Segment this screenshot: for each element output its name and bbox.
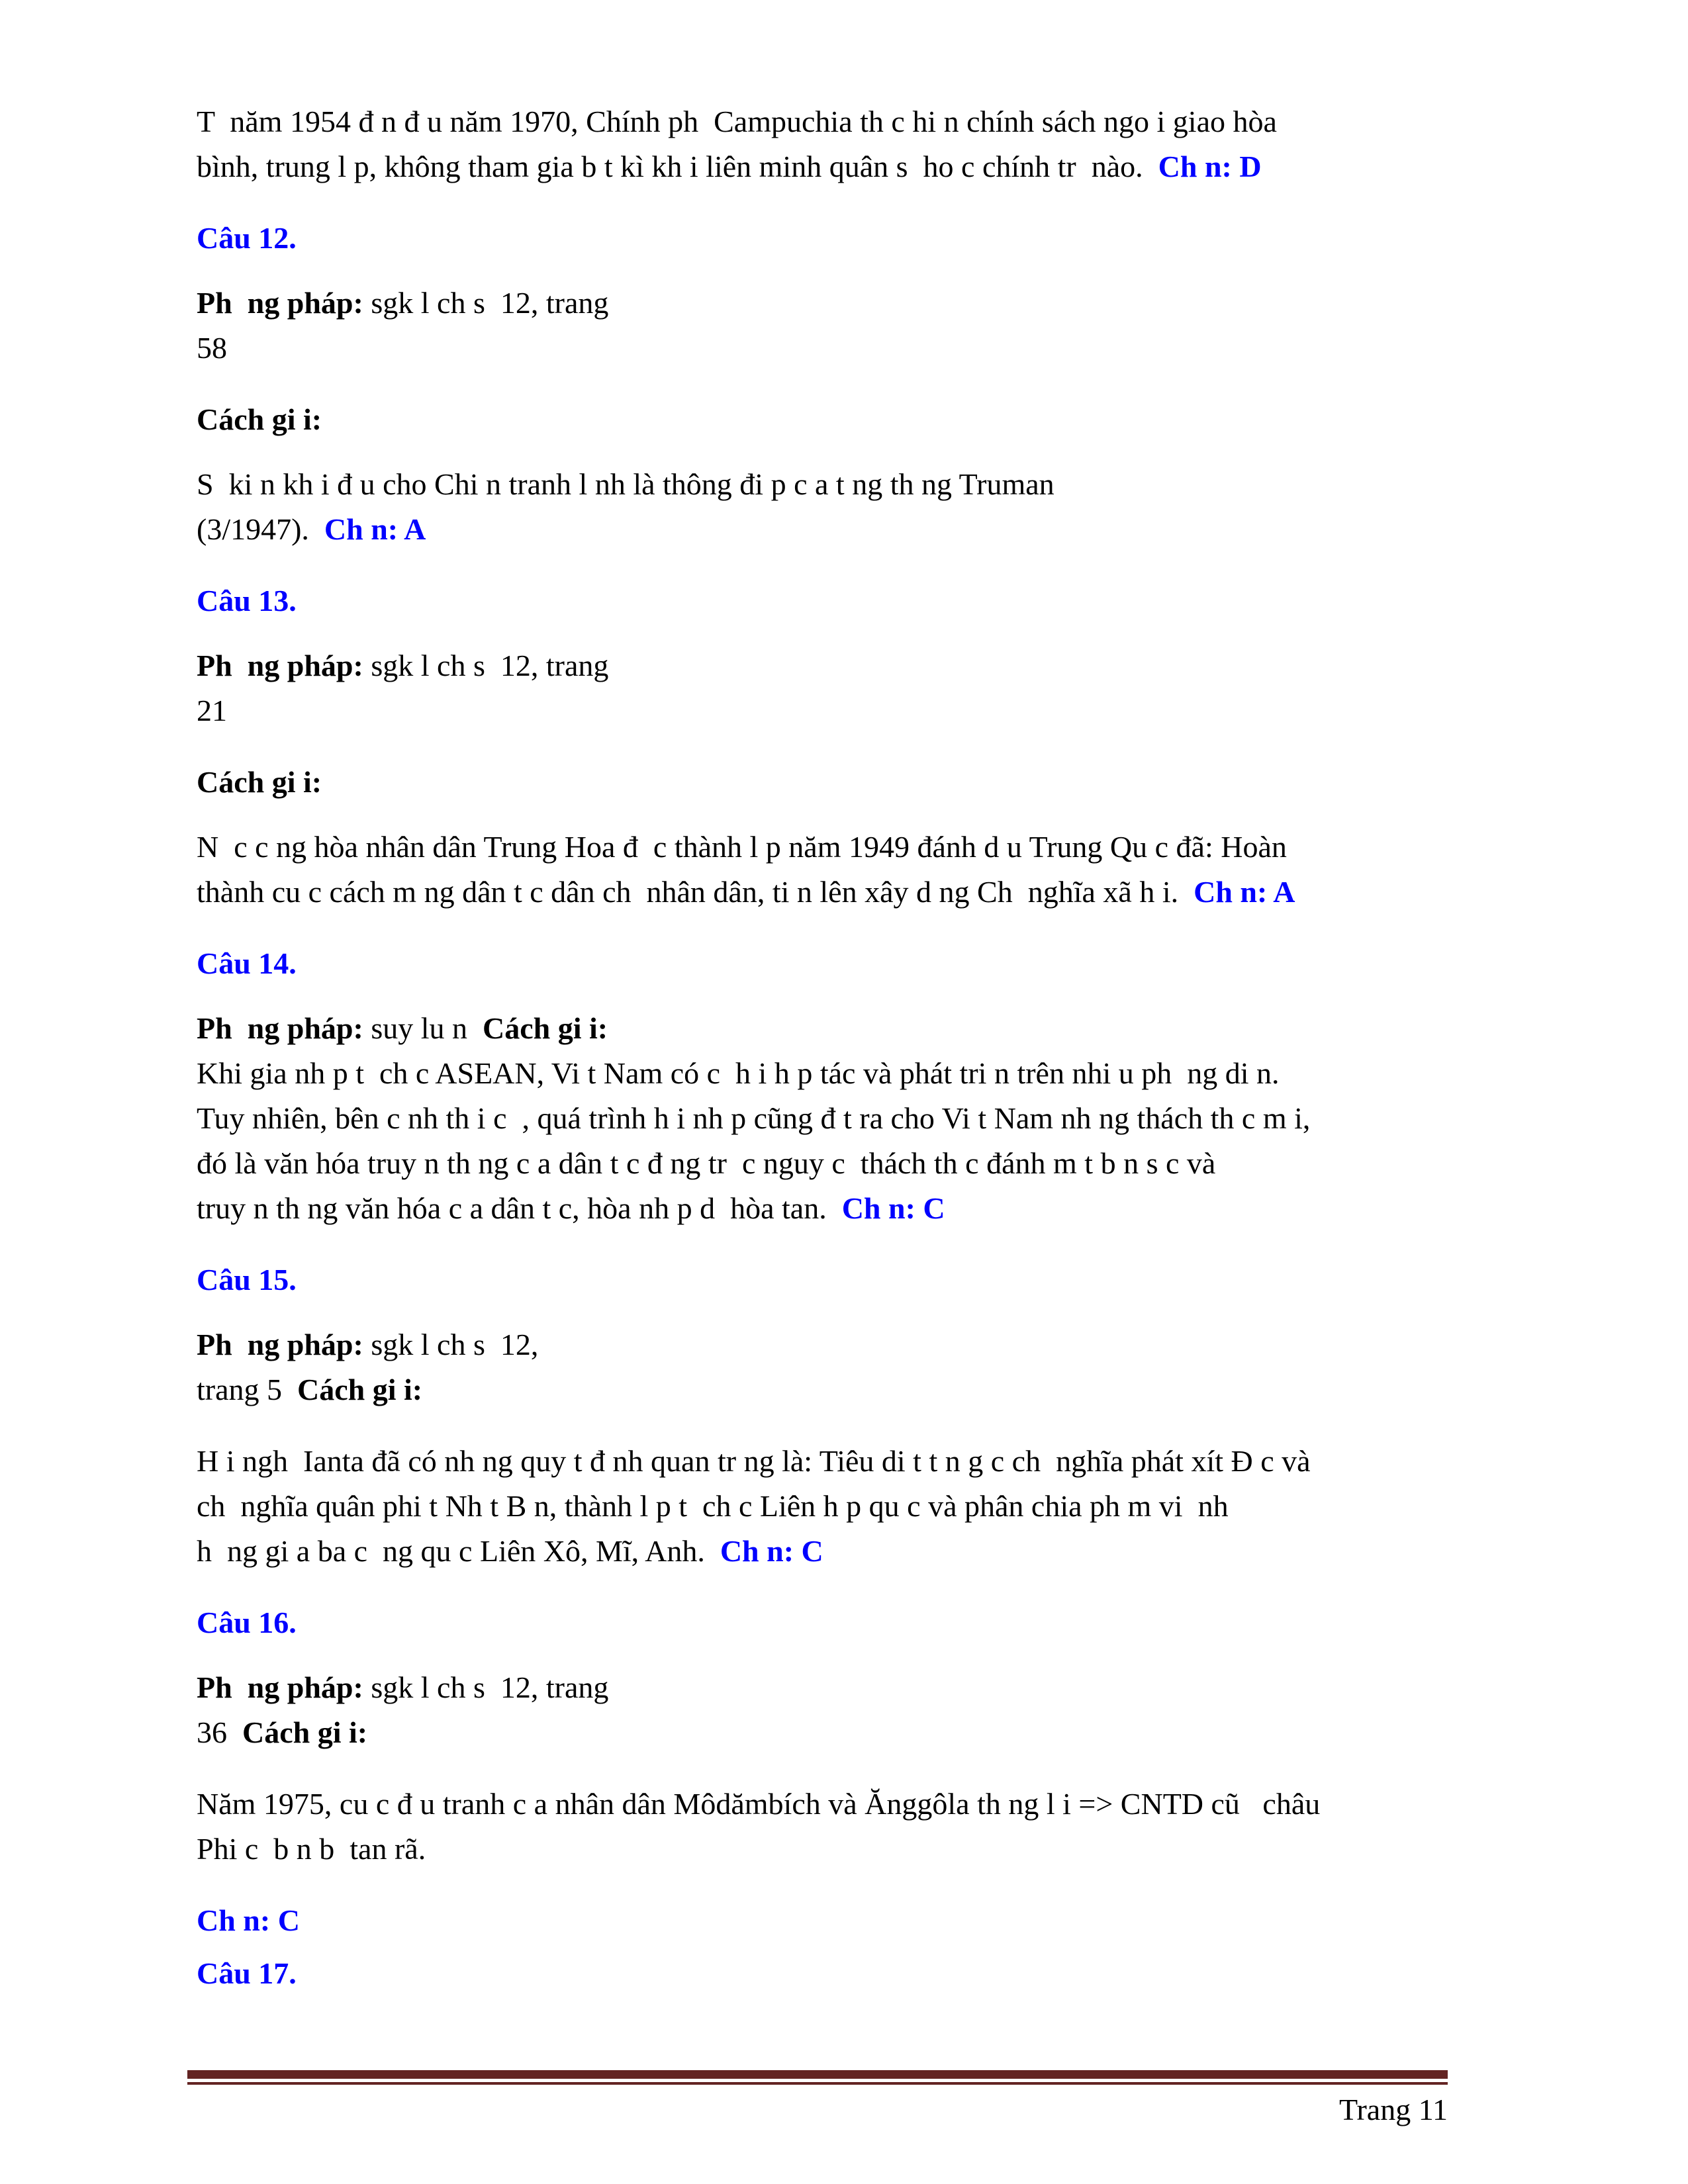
block-method bbox=[197, 643, 1494, 733]
question-label: Câu 14. bbox=[197, 946, 297, 980]
text-line bbox=[197, 1367, 1494, 1412]
text-line bbox=[197, 1827, 1494, 1872]
text-run: sgk l ch s 12, trang bbox=[363, 649, 609, 682]
block-question bbox=[197, 1600, 1494, 1645]
text-run: sgk l ch s 12, bbox=[363, 1328, 539, 1361]
text-line bbox=[197, 578, 1494, 623]
text-line bbox=[197, 941, 1494, 986]
question-label: Câu 15. bbox=[197, 1263, 297, 1297]
text-line bbox=[197, 1051, 1494, 1096]
block-solution bbox=[197, 760, 1494, 805]
question-label: Câu 16. bbox=[197, 1606, 297, 1639]
text-run: thành cu c cách m ng dân t c dân ch nhân dân, ti n lên xây d ng Ch nghĩa xã h i. bbox=[197, 875, 1194, 909]
question-label: Câu 12. bbox=[197, 221, 297, 255]
page-footer bbox=[187, 2070, 1448, 2127]
text-line bbox=[197, 1665, 1494, 1710]
answer-choice: Ch n: C bbox=[841, 1191, 945, 1225]
text-run: Năm 1975, cu c đ u tranh c a nhân dân Môdămbích và Ănggôla th ng l i => CNTD cũ châu bbox=[197, 1787, 1321, 1821]
footer-rule-thick bbox=[187, 2070, 1448, 2079]
bold-label: Cách gi i: bbox=[297, 1373, 423, 1406]
text-run: H i ngh Ianta đã có nh ng quy t đ nh quan tr ng là: Tiêu di t t n g c ch nghĩa phát xít Đ c và bbox=[197, 1444, 1311, 1478]
text-run: Phi c b n b tan rã. bbox=[197, 1832, 426, 1866]
answer-choice: Ch n: D bbox=[1158, 150, 1262, 183]
block-method bbox=[197, 281, 1494, 371]
block-question bbox=[197, 216, 1494, 261]
text-line bbox=[197, 688, 1494, 733]
block-paragraph bbox=[197, 1439, 1494, 1574]
text-line bbox=[197, 1710, 1494, 1755]
text-run: 58 bbox=[197, 331, 227, 365]
block-answer bbox=[197, 1898, 1494, 1943]
text-line bbox=[197, 216, 1494, 261]
block-method bbox=[197, 1322, 1494, 1412]
document-content bbox=[197, 99, 1494, 1996]
bold-label: Cách gi i: bbox=[197, 402, 322, 436]
bold-label: Ph ng pháp: bbox=[197, 1670, 363, 1704]
text-line bbox=[197, 1484, 1494, 1529]
text-run: h ng gi a ba c ng qu c Liên Xô, Mĩ, Anh. bbox=[197, 1534, 720, 1568]
text-run: sgk l ch s 12, trang bbox=[363, 1670, 609, 1704]
text-line bbox=[197, 281, 1494, 326]
text-run: truy n th ng văn hóa c a dân t c, hòa nh p d hòa tan. bbox=[197, 1191, 842, 1225]
footer-rule-thin bbox=[187, 2082, 1448, 2085]
question-label: Câu 13. bbox=[197, 584, 297, 617]
text-line bbox=[197, 1141, 1494, 1186]
answer-choice: Ch n: A bbox=[324, 512, 426, 546]
text-run: 36 bbox=[197, 1715, 242, 1749]
block-paragraph bbox=[197, 99, 1494, 189]
text-line bbox=[197, 643, 1494, 688]
text-run: Tuy nhiên, bên c nh th i c , quá trình h i nh p cũng đ t ra cho Vi t Nam nh ng thách th c m i, bbox=[197, 1101, 1311, 1135]
text-line bbox=[197, 507, 1494, 552]
text-run: bình, trung l p, không tham gia b t kì kh i liên minh quân s ho c chính tr nào. bbox=[197, 150, 1158, 183]
text-line bbox=[197, 326, 1494, 371]
text-line bbox=[197, 1529, 1494, 1574]
text-line bbox=[197, 1096, 1494, 1141]
bold-label: Ph ng pháp: bbox=[197, 649, 363, 682]
block-method bbox=[197, 1006, 1494, 1231]
block-method bbox=[197, 1665, 1494, 1755]
bold-label: Cách gi i: bbox=[483, 1011, 608, 1045]
question-label: Câu 17. bbox=[197, 1956, 297, 1990]
text-line bbox=[197, 1439, 1494, 1484]
text-line bbox=[197, 397, 1494, 442]
text-run: T năm 1954 đ n đ u năm 1970, Chính ph Campuchia th c hi n chính sách ngo i giao hòa bbox=[197, 105, 1277, 138]
text-run: trang 5 bbox=[197, 1373, 298, 1406]
block-paragraph bbox=[197, 1782, 1494, 1872]
text-line bbox=[197, 462, 1494, 507]
block-solution bbox=[197, 397, 1494, 442]
bold-label: Cách gi i: bbox=[197, 765, 322, 799]
bold-label: Cách gi i: bbox=[242, 1715, 368, 1749]
text-run: đó là văn hóa truy n th ng c a dân t c đ ng tr c nguy c thách th c đánh m t b n s c và bbox=[197, 1146, 1216, 1180]
text-line bbox=[197, 825, 1494, 870]
page-number: Trang 11 bbox=[1338, 2093, 1448, 2126]
answer-choice: Ch n: C bbox=[720, 1534, 823, 1568]
text-line bbox=[197, 760, 1494, 805]
text-run: suy lu n bbox=[363, 1011, 483, 1045]
text-run: ch nghĩa quân phi t Nh t B n, thành l p t ch c Liên h p qu c và phân chia ph m vi nh bbox=[197, 1489, 1229, 1523]
text-line bbox=[197, 99, 1494, 144]
text-line bbox=[197, 1782, 1494, 1827]
answer-choice: Ch n: C bbox=[197, 1903, 300, 1937]
bold-label: Ph ng pháp: bbox=[197, 1011, 363, 1045]
bold-label: Ph ng pháp: bbox=[197, 1328, 363, 1361]
text-line bbox=[197, 1898, 1494, 1943]
block-question bbox=[197, 578, 1494, 623]
answer-choice: Ch n: A bbox=[1194, 875, 1295, 909]
text-run: S ki n kh i đ u cho Chi n tranh l nh là thông đi p c a t ng th ng Truman bbox=[197, 467, 1055, 501]
bold-label: Ph ng pháp: bbox=[197, 286, 363, 320]
block-question bbox=[197, 1951, 1494, 1996]
text-run: N c c ng hòa nhân dân Trung Hoa đ c thành l p năm 1949 đánh d u Trung Qu c đã: Hoàn bbox=[197, 830, 1287, 864]
text-line bbox=[197, 1600, 1494, 1645]
text-run: 21 bbox=[197, 694, 227, 727]
text-line bbox=[197, 1257, 1494, 1302]
block-question bbox=[197, 941, 1494, 986]
text-run: Khi gia nh p t ch c ASEAN, Vi t Nam có c h i h p tác và phát tri n trên nhi u ph ng di n. bbox=[197, 1056, 1280, 1090]
text-line bbox=[197, 1186, 1494, 1231]
block-paragraph bbox=[197, 462, 1494, 552]
text-run: sgk l ch s 12, trang bbox=[363, 286, 609, 320]
text-line bbox=[197, 144, 1494, 189]
block-paragraph bbox=[197, 825, 1494, 915]
block-question bbox=[197, 1257, 1494, 1302]
text-line bbox=[197, 1006, 1494, 1051]
text-line bbox=[197, 1951, 1494, 1996]
text-run: (3/1947). bbox=[197, 512, 324, 546]
text-line bbox=[197, 870, 1494, 915]
text-line bbox=[197, 1322, 1494, 1367]
